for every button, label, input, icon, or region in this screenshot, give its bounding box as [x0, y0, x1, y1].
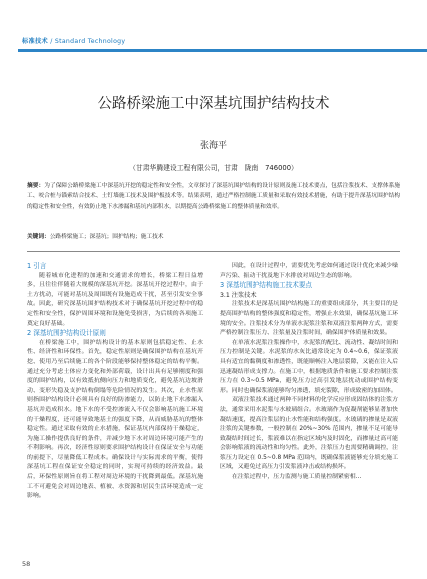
- left-column: [27, 262, 203, 502]
- section-3-1-paragraph-4: 在注浆过程中，压力监测与施工质量控制紧密相...: [232, 474, 362, 481]
- article-title: 公路桥梁施工中深基坑围护结构技术: [97, 96, 330, 112]
- abstract-text: 为了保障公路桥梁施工中深基坑开挖的稳定性和安全性，文章探讨了深基坑围护结构的设计原则及施工技术要点，包括注浆技术、支撑体系施工、咬合桩与锚索结合技术、土钉墙施工技术及围护板技术等。结果表明，通过严格控制施工质量和采取有效技术措施，有助于提升深基坑围护结构的稳定性和安全性，有效防止地下水渗漏和基坑内部积水，以期提高公路桥梁施工的整体质量和效率。: [27, 183, 400, 210]
- author-name: 张海平: [199, 141, 227, 151]
- section-1-heading: 1 引言: [27, 262, 47, 270]
- section-1-paragraph: 随着城市化进程的加速和交通需求的增长，桥梁工程日益增多，且往往伴随着大规模的深基坑开挖。深基坑开挖过程中，由于土方扰动，可能对基坑及周围既有设施造成干扰，甚至引发安全事故。因此，研究深基坑围护结构技术对于确保基坑开挖过程中的稳定性和安全性，保护周围环境和设施免受损害，为后续的各项施工奠定良好基础。: [27, 272, 203, 327]
- section-2-paragraph-continued: 因此，在设计过程中，需要优先考虑如何通过设计优化来减少噪声污染、振动干扰及地下水排放对周边生态的影响。: [220, 263, 398, 279]
- keywords-text: 公路桥梁施工；深基坑；围护结构；施工技术: [49, 234, 164, 240]
- section-2-paragraph: 在桥梁施工中，围护结构设计的基本原则包括稳定性、止水性、经济性和环保性。首先，稳定性原则是确保围护结构在基坑开挖、使用乃至后续施工的各个阶段能够保持整体稳定的结构平衡。通过充分考虑土体应力变化和外部荷载，设计出具有足够刚度和强度的围护结构，以有效抵抗侧向压力和地质变化，避免基坑边坡滑动、变形失稳及支护结构倒塌等危险情况的发生。其次，止水性原则指围护结构设计必须具有良好的防渗能力，以防止地下水渗漏入基坑并造成积水。地下水的不受控渗流入不仅会影响基坑施工环境的干燥程度，还可能导致地基土的强度下降，从而威胁基坑的整体稳定性。通过采取有效的止水措施，保证基坑内部保持干燥稳定，为施工操作提供良好的条件，并减少地下水对周边环境可能产生的不利影响。再次，经济性原则要求围护结构设计在保证安全与功能的前提下，尽量降低工程成本。确保设计与实际需求的平衡，使得深基坑工程在保证安全稳定的同时，实现可持续的经济效益。最后，环保性原则旨在将工程对周边环境的干扰降到最低。深基坑施工不可避免会对周边地表、植被、水资源和居民生活环境造成一定影响。: [27, 339, 203, 500]
- header-section: 标准技术: [22, 38, 48, 45]
- section-3-1-heading: 3.1 注浆技术: [220, 291, 257, 299]
- page-number: 58: [22, 560, 31, 568]
- header-section-en: Standard Technology: [54, 38, 126, 45]
- header-separator: /: [47, 38, 55, 45]
- section-3-1-paragraph-3: 双液注浆技术通过两种不同材料的化学反应形成固结体的注浆方法，通常采用水泥浆与水玻璃组合。水玻璃作为促凝剂能够显著加快凝结速度，提高注浆层的止水性能和结构强度。水玻璃的掺量是双液注浆的关键参数，一般控制在 20%~30% 范围内，掺量不足可能导致凝结时间过长，浆液难以在指定区域内及时固化，而掺量过高可能会影响浆液的流动性和均匀性。此外，注浆压力也需要精确调控，注浆压力设定在 0.5~0.8 MPa 范围内，既确保浆液能够充分填充施工区域，又避免过高压力引发浆液冲击或结构损坏。: [220, 397, 398, 471]
- section-2-heading: 2 深基坑围护结构设计原则: [27, 329, 106, 338]
- section-3-heading: 3 深基坑围护结构施工技术要点: [220, 281, 313, 290]
- author-affiliation: （甘肃华腾建设工程有限公司，甘肃 陇南 746000）: [129, 164, 298, 172]
- section-3-1-paragraph-1: 注浆技术是深基坑围护结构施工的重要组成部分，其主要目的是提高围护结构的整体强度和稳定性，增强止水效果，确保基坑施工环境的安全。注浆技术分为单液水泥浆注浆和双液注浆两种方式，需要严格控制注浆压力、注浆量及注浆时间，确保围护体质量和效果。: [220, 301, 398, 337]
- abstract: [27, 181, 400, 212]
- right-column: [220, 262, 398, 483]
- keywords-label: 关键词：: [27, 234, 50, 240]
- journal-header: [22, 36, 125, 45]
- keywords: [27, 232, 400, 242]
- header-rule: [18, 49, 427, 52]
- section-3-1-paragraph-2: 在单液水泥浆注浆操作中，水泥浆的配比、流动性、凝结时间和压力控制是关键。水泥浆的水灰比通常设定为 0.4~0.6，保证浆液具有适宜的黏稠度和渗透性，既能顺畅注入地层裂隙，又能在注入后迅速凝结形成支撑力。在施工中，根据地质条件和施工要求控制注浆压力在 0.3~0.5 MPa，避免压力过高引发地层扰动或围护结构变形。同时也确保浆液能够均匀渗透，填充裂隙，形成致密的加固体。: [220, 339, 398, 394]
- abstract-label: 摘要：: [27, 183, 45, 189]
- abstract-divider: [27, 251, 400, 252]
